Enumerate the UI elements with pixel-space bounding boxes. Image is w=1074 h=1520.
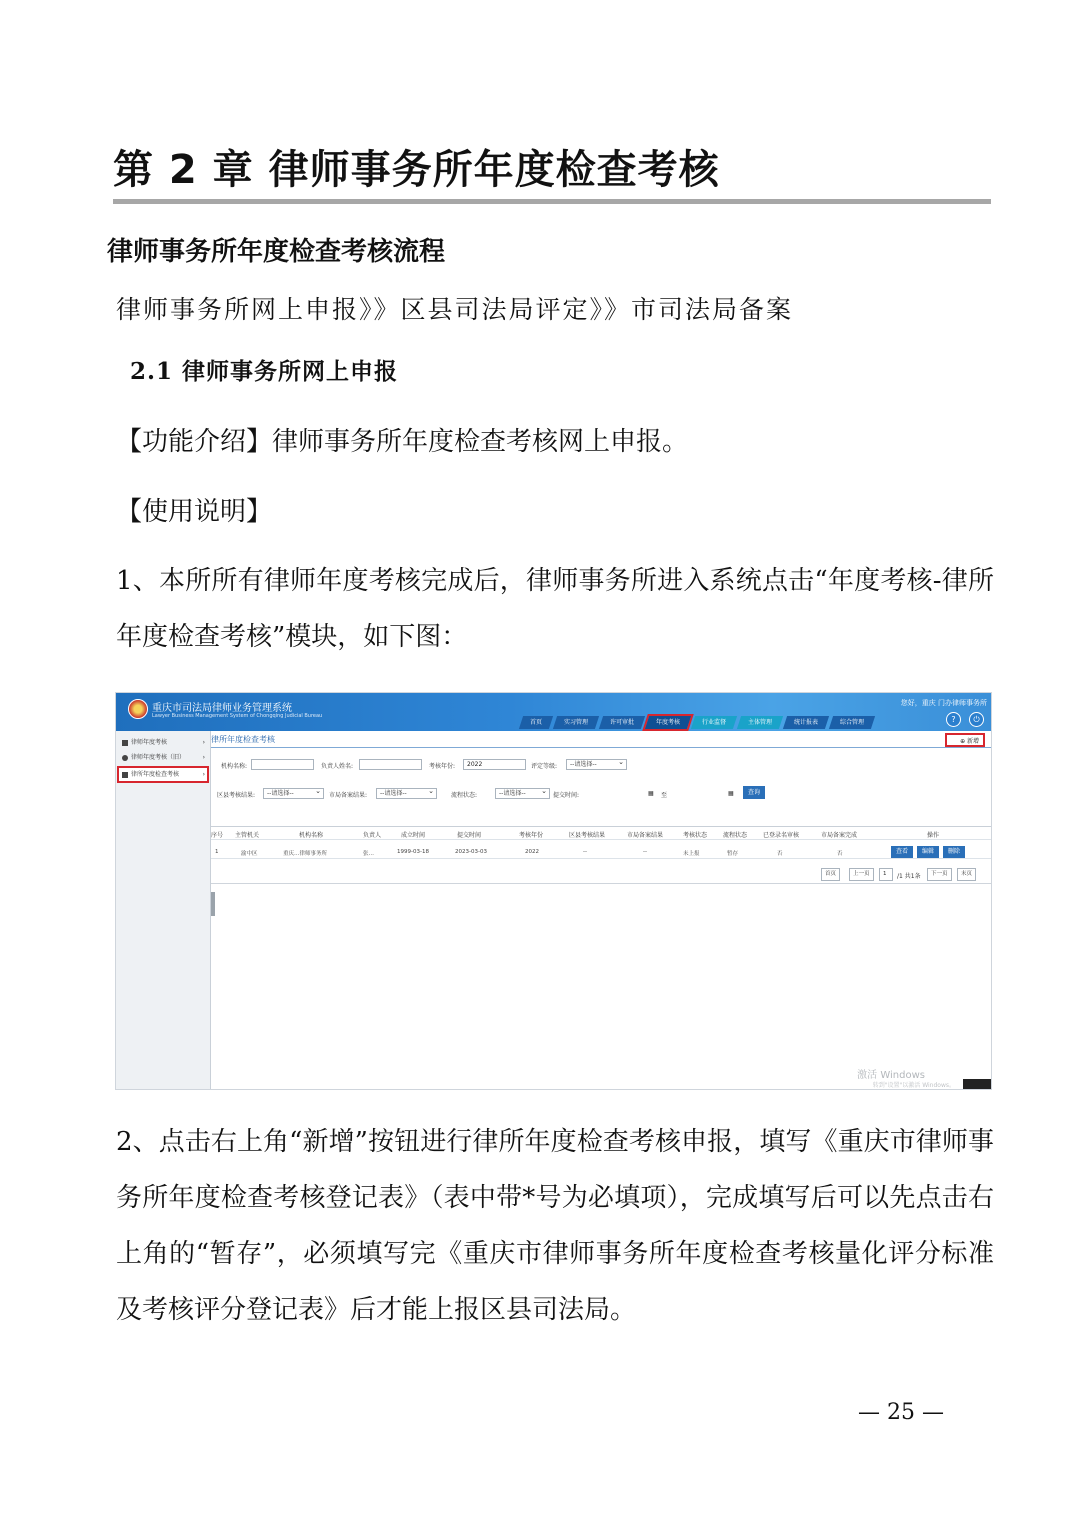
rating-select[interactable]: --请选择-- ⌄ bbox=[566, 759, 627, 770]
help-icon[interactable]: ? bbox=[946, 712, 961, 727]
delete-button[interactable]: 删除 bbox=[943, 846, 965, 858]
windows-watermark: 激活 Windows bbox=[857, 1070, 925, 1081]
org-name-label: 机构名称: bbox=[221, 763, 248, 770]
col-header: 成立时间 bbox=[401, 832, 426, 839]
system-name-en: Lawyer Business Management System of Chongqing Judicial Bureau bbox=[152, 713, 323, 719]
step-2-text: 2、点击右上角“新增”按钮进行律所年度检查考核申报，填写《重庆市律师事务所年度检查考核登记表》（表中带*号为必填项），完成填写后可以先点击右上角的“暂存”，必须填写完《重庆市律师事务所年度检查考核量化评分标准及考核评分登记表》后才能上报区县司法局。 bbox=[116, 1127, 994, 1325]
table-cell: 未上报 bbox=[683, 851, 700, 857]
page-total: /1 共1条 bbox=[897, 873, 921, 880]
results-table bbox=[211, 826, 991, 882]
emblem-icon bbox=[128, 699, 148, 719]
function-intro: 【功能介绍】律师事务所年度检查考核网上申报。 bbox=[116, 427, 689, 457]
main-panel bbox=[211, 731, 991, 1089]
gear-icon bbox=[122, 755, 128, 761]
city-result-select[interactable]: --请选择-- ⌄ bbox=[376, 788, 437, 799]
page-input[interactable]: 1 bbox=[879, 868, 893, 881]
table-cell: 2023-03-03 bbox=[455, 849, 487, 855]
tab-entity[interactable]: 主体管理 bbox=[737, 716, 783, 729]
last-page-button[interactable]: 末页 bbox=[957, 868, 976, 881]
windows-watermark-sub: 转到"设置"以激活 Windows。 bbox=[872, 1082, 955, 1089]
year-label: 考核年份: bbox=[429, 763, 456, 770]
calendar-icon[interactable]: ▦ bbox=[648, 790, 654, 797]
system-screenshot bbox=[115, 692, 992, 1090]
top-nav bbox=[521, 716, 873, 730]
breadcrumb: 律所年度检查考核 bbox=[211, 735, 275, 744]
first-page-button[interactable]: 首页 bbox=[821, 868, 840, 881]
process-flow: 律师事务所网上申报》》区县司法局评定》》市司法局备案 bbox=[116, 295, 794, 324]
tab-reports[interactable]: 统计报表 bbox=[783, 716, 829, 729]
tab-approval[interactable]: 许可审批 bbox=[599, 716, 645, 729]
table-cell: -- bbox=[583, 849, 587, 855]
usage-heading: 【使用说明】 bbox=[116, 497, 273, 527]
city-result-label: 市局备案结果: bbox=[329, 792, 368, 799]
tab-general[interactable]: 综合管理 bbox=[829, 716, 875, 729]
table-row-divider bbox=[211, 858, 991, 859]
page-number: — 25 — bbox=[858, 1400, 944, 1425]
director-label: 负责人姓名: bbox=[321, 763, 354, 770]
table-header-divider bbox=[211, 839, 991, 840]
user-info[interactable]: 您好，重庆 门办律师事务所 bbox=[900, 699, 987, 707]
director-input[interactable] bbox=[359, 759, 422, 770]
table-cell: 否 bbox=[837, 851, 843, 857]
calendar-icon bbox=[122, 772, 128, 778]
tab-annual-review[interactable]: 年度考核 bbox=[645, 716, 691, 729]
chapter-title: 第 2 章 律师事务所年度检查考核 bbox=[113, 147, 720, 193]
district-result-select[interactable]: --请选择-- ⌄ bbox=[263, 788, 324, 799]
col-header: 区县考核结果 bbox=[569, 832, 606, 839]
table-cell: -- bbox=[643, 849, 647, 855]
tab-home[interactable]: 首页 bbox=[519, 716, 553, 729]
table-cell: 重庆…律师事务所 bbox=[283, 851, 328, 857]
empty-content-area bbox=[211, 883, 991, 1090]
sidebar-item-lawyer-review-old[interactable]: 律师年度考核（旧） › bbox=[119, 751, 207, 764]
title-rule bbox=[113, 199, 991, 204]
view-button[interactable]: 查看 bbox=[891, 846, 913, 858]
table-cell: 1999-03-18 bbox=[397, 849, 429, 855]
col-header: 市局备案完成 bbox=[821, 832, 858, 839]
tab-internship[interactable]: 实习管理 bbox=[553, 716, 599, 729]
calendar-icon[interactable]: ▦ bbox=[728, 790, 734, 797]
app-header bbox=[116, 693, 991, 731]
flow-status-label: 流程状态: bbox=[451, 792, 478, 799]
sidebar-item-lawyer-review[interactable]: 律师年度考核 › bbox=[119, 736, 207, 749]
year-input[interactable]: 2022 bbox=[463, 759, 526, 770]
col-header: 考核状态 bbox=[683, 832, 708, 839]
query-button[interactable]: 查询 bbox=[743, 786, 765, 799]
org-name-input[interactable] bbox=[251, 759, 314, 770]
chevron-right-icon: › bbox=[202, 771, 205, 778]
section-subtitle: 律师事务所年度检查考核流程 bbox=[107, 237, 446, 267]
col-header: 机构名称 bbox=[299, 832, 324, 839]
col-header: 提交时间 bbox=[457, 832, 482, 839]
sidebar bbox=[116, 731, 211, 1089]
col-header: 考核年份 bbox=[519, 832, 544, 839]
col-header: 操作 bbox=[927, 832, 940, 839]
tab-supervision[interactable]: 行业监督 bbox=[691, 716, 737, 729]
col-header: 已登录名审核 bbox=[763, 832, 800, 839]
table-cell: 渝中区 bbox=[241, 851, 258, 857]
col-header: 序号 bbox=[211, 832, 224, 839]
taskbar-fragment bbox=[963, 1079, 991, 1089]
add-button[interactable]: ⊕ 新增 bbox=[945, 733, 985, 747]
scrollbar-handle[interactable] bbox=[211, 892, 215, 916]
chevron-right-icon: › bbox=[202, 739, 205, 746]
breadcrumb-divider bbox=[211, 747, 991, 748]
submit-time-start[interactable] bbox=[583, 788, 654, 799]
edit-button[interactable]: 编辑 bbox=[917, 846, 939, 858]
table-cell: 暂存 bbox=[727, 851, 739, 857]
col-header: 主管机关 bbox=[235, 832, 260, 839]
col-header: 市局备案结果 bbox=[627, 832, 664, 839]
district-result-label: 区县考核结果: bbox=[217, 792, 256, 799]
table-cell: 2022 bbox=[525, 849, 539, 855]
system-name: 重庆市司法局律师业务管理系统 bbox=[152, 703, 292, 714]
table-cell: 否 bbox=[777, 851, 783, 857]
table-cell: 1 bbox=[215, 849, 219, 855]
section-heading: 2.1 律师事务所网上申报 bbox=[130, 358, 399, 385]
user-icon bbox=[122, 740, 128, 746]
sidebar-item-firm-review[interactable]: 律所年度检查考核 › bbox=[119, 768, 207, 781]
rating-label: 评定等级: bbox=[531, 763, 558, 770]
to-label: 至 bbox=[661, 792, 668, 799]
col-header: 流程状态 bbox=[723, 832, 748, 839]
prev-page-button[interactable]: 上一页 bbox=[849, 868, 874, 881]
step-1-text: 1、本所所有律师年度考核完成后，律师事务所进入系统点击“年度考核-律所年度检查考核”模块，如下图： bbox=[116, 566, 994, 652]
power-icon[interactable]: ⏻ bbox=[969, 712, 984, 727]
flow-status-select[interactable]: --请选择-- ⌄ bbox=[495, 788, 550, 799]
chevron-right-icon: › bbox=[202, 754, 205, 761]
next-page-button[interactable]: 下一页 bbox=[927, 868, 952, 881]
table-cell: 张… bbox=[363, 851, 375, 857]
submit-time-end[interactable] bbox=[671, 788, 734, 799]
col-header: 负责人 bbox=[363, 832, 382, 839]
submit-time-label: 提交时间: bbox=[553, 792, 580, 799]
